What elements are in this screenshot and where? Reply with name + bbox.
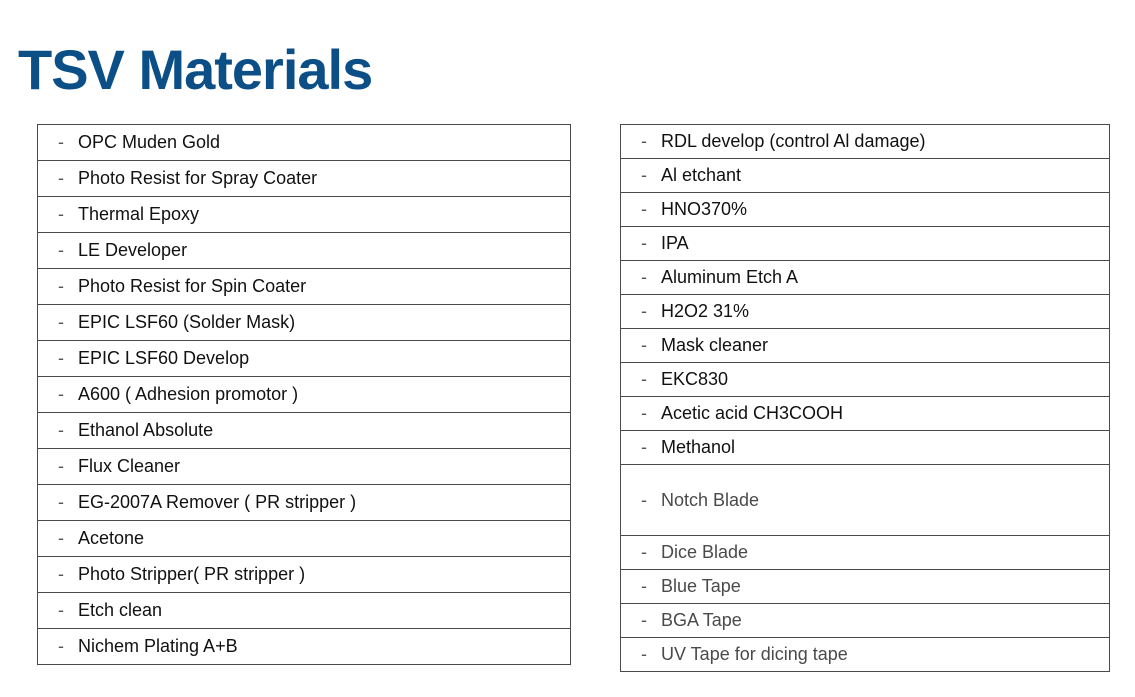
material-name: IPA	[661, 233, 689, 253]
material-cell	[621, 193, 1110, 227]
material-name: EPIC LSF60 Develop	[78, 348, 250, 368]
bullet-dash: -	[641, 165, 647, 185]
table-row	[38, 485, 571, 521]
material-cell	[621, 431, 1110, 465]
bullet-dash: -	[641, 131, 647, 151]
table-row	[621, 465, 1110, 536]
material-name: Photo Stripper( PR stripper )	[78, 564, 306, 584]
table-row	[38, 521, 571, 557]
table-row	[38, 449, 571, 485]
material-name: Methanol	[661, 437, 736, 457]
material-cell	[38, 449, 571, 485]
material-cell	[621, 363, 1110, 397]
material-cell	[621, 227, 1110, 261]
material-cell	[621, 397, 1110, 431]
table-row	[621, 295, 1110, 329]
bullet-dash: -	[641, 610, 647, 630]
bullet-dash: -	[58, 600, 64, 620]
material-name: EG-2007A Remover ( PR stripper )	[78, 492, 357, 512]
bullet-dash: -	[58, 276, 64, 296]
bullet-dash: -	[58, 456, 64, 476]
material-name: EPIC LSF60 (Solder Mask)	[78, 312, 296, 332]
table-row	[621, 227, 1110, 261]
bullet-dash: -	[641, 335, 647, 355]
material-name: HNO370%	[661, 199, 748, 219]
bullet-dash: -	[58, 492, 64, 512]
material-cell	[621, 536, 1110, 570]
material-name: Photo Resist for Spin Coater	[78, 276, 307, 296]
table-row	[38, 377, 571, 413]
bullet-dash: -	[58, 384, 64, 404]
material-name: H2O2 31%	[661, 301, 750, 321]
table-row	[621, 397, 1110, 431]
material-cell	[38, 485, 571, 521]
material-name: LE Developer	[78, 240, 188, 260]
table-row	[38, 197, 571, 233]
material-cell	[38, 413, 571, 449]
material-cell	[621, 295, 1110, 329]
bullet-dash: -	[58, 240, 64, 260]
material-cell	[621, 261, 1110, 295]
table-row	[621, 261, 1110, 295]
material-name: Blue Tape	[661, 576, 741, 596]
material-cell	[38, 593, 571, 629]
table-row	[621, 570, 1110, 604]
bullet-dash: -	[641, 644, 647, 664]
bullet-dash: -	[58, 168, 64, 188]
table-row	[38, 161, 571, 197]
material-name: Al etchant	[661, 165, 742, 185]
material-cell	[38, 161, 571, 197]
table-row	[38, 593, 571, 629]
material-name: Notch Blade	[661, 489, 760, 510]
table-row	[621, 329, 1110, 363]
table-row	[621, 431, 1110, 465]
material-cell	[621, 159, 1110, 193]
material-cell	[38, 341, 571, 377]
table-row	[621, 159, 1110, 193]
bullet-dash: -	[58, 564, 64, 584]
bullet-dash: -	[58, 312, 64, 332]
material-cell	[38, 629, 571, 665]
table-row	[38, 125, 571, 161]
table-row	[38, 413, 571, 449]
table-row	[621, 363, 1110, 397]
material-cell	[38, 125, 571, 161]
material-name: Ethanol Absolute	[78, 420, 214, 440]
bullet-dash: -	[58, 204, 64, 224]
table-row	[621, 604, 1110, 638]
material-cell	[621, 604, 1110, 638]
bullet-dash: -	[641, 437, 647, 457]
table-row	[38, 269, 571, 305]
table-row	[621, 193, 1110, 227]
material-name: Photo Resist for Spray Coater	[78, 168, 318, 188]
bullet-dash: -	[641, 576, 647, 596]
material-cell	[38, 521, 571, 557]
bullet-dash: -	[641, 301, 647, 321]
table-row	[38, 233, 571, 269]
material-cell	[38, 233, 571, 269]
material-name: Acetone	[78, 528, 145, 548]
bullet-dash: -	[641, 542, 647, 562]
material-name: BGA Tape	[661, 610, 742, 630]
material-name: Mask cleaner	[661, 335, 769, 355]
bullet-dash: -	[641, 403, 647, 423]
material-name: Thermal Epoxy	[78, 204, 200, 224]
materials-table-left	[37, 124, 571, 665]
material-name: Aluminum Etch A	[661, 267, 799, 287]
material-name: Flux Cleaner	[78, 456, 181, 476]
bullet-dash: -	[58, 528, 64, 548]
bullet-dash: -	[641, 233, 647, 253]
material-name: Etch clean	[78, 600, 163, 620]
table-row	[38, 341, 571, 377]
material-name: UV Tape for dicing tape	[661, 644, 848, 664]
material-cell	[38, 305, 571, 341]
bullet-dash: -	[58, 420, 64, 440]
material-cell	[38, 377, 571, 413]
material-name: Acetic acid CH3COOH	[661, 403, 844, 423]
material-cell	[38, 197, 571, 233]
material-cell	[621, 570, 1110, 604]
material-name: OPC Muden Gold	[78, 132, 221, 152]
bullet-dash: -	[641, 489, 647, 510]
page-title: TSV Materials	[18, 38, 373, 101]
table-row	[621, 638, 1110, 672]
bullet-dash: -	[641, 369, 647, 389]
table-row	[38, 305, 571, 341]
bullet-dash: -	[641, 267, 647, 287]
material-name: Nichem Plating A+B	[78, 636, 238, 656]
material-name: RDL develop (control Al damage)	[661, 131, 926, 151]
material-cell	[621, 329, 1110, 363]
table-row	[38, 629, 571, 665]
material-name: Dice Blade	[661, 542, 749, 562]
materials-table-right	[620, 124, 1110, 672]
bullet-dash: -	[58, 132, 64, 152]
material-cell	[621, 125, 1110, 159]
material-name: EKC830	[661, 369, 729, 389]
material-cell	[621, 638, 1110, 672]
table-row	[621, 125, 1110, 159]
material-cell	[621, 465, 1110, 536]
material-cell	[38, 269, 571, 305]
bullet-dash: -	[641, 199, 647, 219]
material-name: A600 ( Adhesion promotor )	[78, 384, 299, 404]
table-row	[38, 557, 571, 593]
material-cell	[38, 557, 571, 593]
table-row	[621, 536, 1110, 570]
bullet-dash: -	[58, 348, 64, 368]
bullet-dash: -	[58, 636, 64, 656]
